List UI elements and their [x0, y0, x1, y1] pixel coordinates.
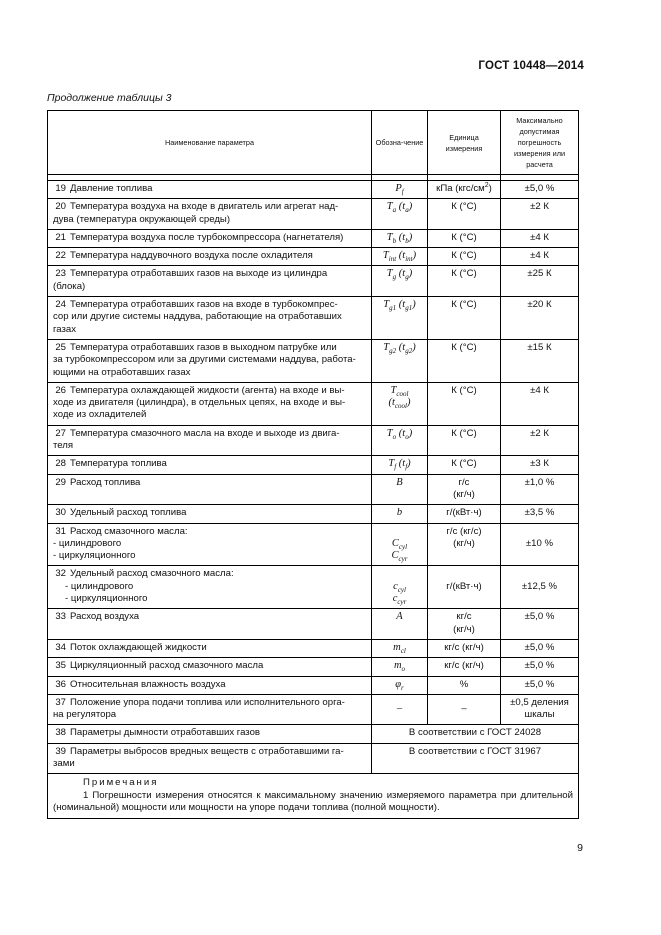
column-header-symbol: Обозна-чение: [372, 111, 428, 175]
parameter-symbol: $T_o$ $(t_o)$: [372, 425, 428, 456]
parameter-name: 29 Расход топлива: [48, 474, 372, 505]
parameter-error: ±20 К: [501, 297, 579, 340]
parameter-error: ±12,5 %: [501, 566, 579, 609]
parameter-name: 37 Положение упора подачи топлива или исполнительного орга- на регулятора: [48, 694, 372, 725]
table-row: [48, 382, 579, 425]
parameter-unit: К (°С): [428, 297, 501, 340]
parameters-table: [47, 110, 579, 819]
parameter-unit: К (°С): [428, 266, 501, 297]
table-row: [48, 566, 579, 609]
parameter-symbol: B: [372, 474, 428, 505]
parameter-name: 32 Удельный расход смазочного масла: - цилиндрового - циркуляционного: [48, 566, 372, 609]
parameter-unit: К (°С): [428, 456, 501, 474]
parameter-name: 36 Относительная влажность воздуха: [48, 676, 372, 694]
parameter-unit: г/(кВт·ч): [428, 566, 501, 609]
parameter-error: ±3 К: [501, 456, 579, 474]
parameter-error: ±15 К: [501, 339, 579, 382]
page-number: 9: [577, 842, 583, 854]
column-header-name: Наименование параметра: [48, 111, 372, 175]
table-row: [48, 523, 579, 566]
parameter-error: ±4 К: [501, 229, 579, 247]
parameter-name: 27 Температура смазочного масла на входе и выходе из двига- теля: [48, 425, 372, 456]
table-row: [48, 248, 579, 266]
parameter-name: 26 Температура охлаждающей жидкости (агента) на входе и вы- ходе из двигателя (цилиндра), в отдельных цепях, на входе и вы- ходе из охладителей: [48, 382, 372, 425]
column-header-unit: Единица измерения: [428, 111, 501, 175]
parameter-error: ±4 К: [501, 248, 579, 266]
parameter-name: 22 Температура наддувочного воздуха после охладителя: [48, 248, 372, 266]
parameter-symbol: $T_{g1}$ $(t_{g1})$: [372, 297, 428, 340]
parameter-unit: К (°С): [428, 229, 501, 247]
parameter-unit: г/с (кг/ч): [428, 474, 501, 505]
table-row: [48, 199, 579, 230]
parameter-symbol: $T_{cool}$ $(t_{cool})$: [372, 382, 428, 425]
parameter-unit: К (°С): [428, 248, 501, 266]
parameter-error: ±5,0 %: [501, 639, 579, 657]
parameter-error: ±3,5 %: [501, 505, 579, 523]
parameter-error: ±25 К: [501, 266, 579, 297]
parameter-name: 19 Давление топлива: [48, 181, 372, 199]
parameter-symbol: $T_g$ $(t_g)$: [372, 266, 428, 297]
table-notes: [48, 774, 579, 819]
column-header-error: Максимально допустимая погрешность измерения или расчета: [501, 111, 579, 175]
parameter-symbol: A: [372, 609, 428, 640]
table-row: [48, 297, 579, 340]
parameter-error: ±0,5 деления шкалы: [501, 694, 579, 725]
parameter-name: 24 Температура отработавших газов на входе в турбокомпрес- сор или другие системы наддува, работающие на отработавших газах: [48, 297, 372, 340]
table-row: [48, 339, 579, 382]
note-text: 1 Погрешности измерения относятся к максимальному значению измеряемого параметра при длительной (номинальной) мощности или мощности на упоре подачи топлива (полной мощности).: [53, 789, 573, 813]
parameter-symbol: $T_b$ $(t_b)$: [372, 229, 428, 247]
parameter-name: 35 Циркуляционный расход смазочного масла: [48, 658, 372, 676]
parameter-error: ±5,0 %: [501, 658, 579, 676]
parameter-unit: %: [428, 676, 501, 694]
table-row: [48, 181, 579, 199]
parameter-symbol: $T_f$ $(t_f)$: [372, 456, 428, 474]
parameter-error: ±5,0 %: [501, 609, 579, 640]
table-row: [48, 694, 579, 725]
parameter-symbol: $P_f$: [372, 181, 428, 199]
notes-title: Примечания: [83, 777, 159, 789]
parameter-error: ±10 %: [501, 523, 579, 566]
parameter-standard-ref: В соответствии с ГОСТ 31967: [372, 743, 579, 774]
parameter-error: ±2 К: [501, 199, 579, 230]
parameter-name: 38 Параметры дымности отработавших газов: [48, 725, 372, 743]
parameter-unit: кг/с (кг/ч): [428, 609, 501, 640]
table-row: [48, 725, 579, 743]
parameter-symbol: $T_{g2}$ $(t_{g2})$: [372, 339, 428, 382]
parameter-symbol: $T_a$ $(t_a)$: [372, 199, 428, 230]
table-row: [48, 505, 579, 523]
parameter-error: ±5,0 %: [501, 676, 579, 694]
parameter-name: 33 Расход воздуха: [48, 609, 372, 640]
table-row: [48, 609, 579, 640]
parameter-name: 23 Температура отработавших газов на выходе из цилиндра (блока): [48, 266, 372, 297]
table-row: [48, 676, 579, 694]
parameter-standard-ref: В соответствии с ГОСТ 24028: [372, 725, 579, 743]
parameter-error: ±2 К: [501, 425, 579, 456]
table-row: [48, 425, 579, 456]
parameter-symbol: $m_o$: [372, 658, 428, 676]
parameter-unit: К (°С): [428, 339, 501, 382]
parameter-symbol: $c_{cyl}$ $c_{cyr}$: [372, 566, 428, 609]
parameter-name: 28 Температура топлива: [48, 456, 372, 474]
parameter-symbol: $m_{cl}$: [372, 639, 428, 657]
table-row: [48, 229, 579, 247]
parameter-name: 21 Температура воздуха после турбокомпрессора (нагнетателя): [48, 229, 372, 247]
table-row: [48, 474, 579, 505]
parameter-symbol: $C_{cyl}$ $C_{cyr}$: [372, 523, 428, 566]
table-row: [48, 456, 579, 474]
parameter-name: 25 Температура отработавших газов в выходном патрубке или за турбокомпрессором или за другими системами наддува, работа- ющими на отработавших газах: [48, 339, 372, 382]
parameter-name: 31 Расход смазочного масла: - цилиндрового - циркуляционного: [48, 523, 372, 566]
parameter-unit: г/с (кг/с) (кг/ч): [428, 523, 501, 566]
parameter-symbol: $\varphi_r$: [372, 676, 428, 694]
parameter-name: 30 Удельный расход топлива: [48, 505, 372, 523]
standard-number: ГОСТ 10448—2014: [478, 60, 584, 72]
parameter-error: ±4 К: [501, 382, 579, 425]
parameter-unit: кПа $(кгс/см^2)$: [428, 181, 501, 199]
table-caption: Продолжение таблицы 3: [47, 92, 172, 104]
parameter-name: 20 Температура воздуха на входе в двигатель или агрегат над- дува (температура окружающей среды): [48, 199, 372, 230]
table-row: [48, 743, 579, 774]
table-row: [48, 266, 579, 297]
parameter-unit: –: [428, 694, 501, 725]
parameter-symbol: $T_{int}$ $(t_{int})$: [372, 248, 428, 266]
parameter-unit: кг/с (кг/ч): [428, 639, 501, 657]
parameter-unit: К (°С): [428, 382, 501, 425]
notes-row: [48, 774, 579, 819]
parameter-error: ±1,0 %: [501, 474, 579, 505]
parameter-name: 34 Поток охлаждающей жидкости: [48, 639, 372, 657]
table-row: [48, 658, 579, 676]
parameter-name: 39 Параметры выбросов вредных веществ с отработавшими га- зами: [48, 743, 372, 774]
parameter-unit: кг/с (кг/ч): [428, 658, 501, 676]
parameter-symbol: –: [372, 694, 428, 725]
parameter-error: ±5,0 %: [501, 181, 579, 199]
parameter-unit: К (°С): [428, 199, 501, 230]
parameter-unit: К (°С): [428, 425, 501, 456]
table-row: [48, 639, 579, 657]
parameter-symbol: b: [372, 505, 428, 523]
parameter-unit: г/(кВт·ч): [428, 505, 501, 523]
